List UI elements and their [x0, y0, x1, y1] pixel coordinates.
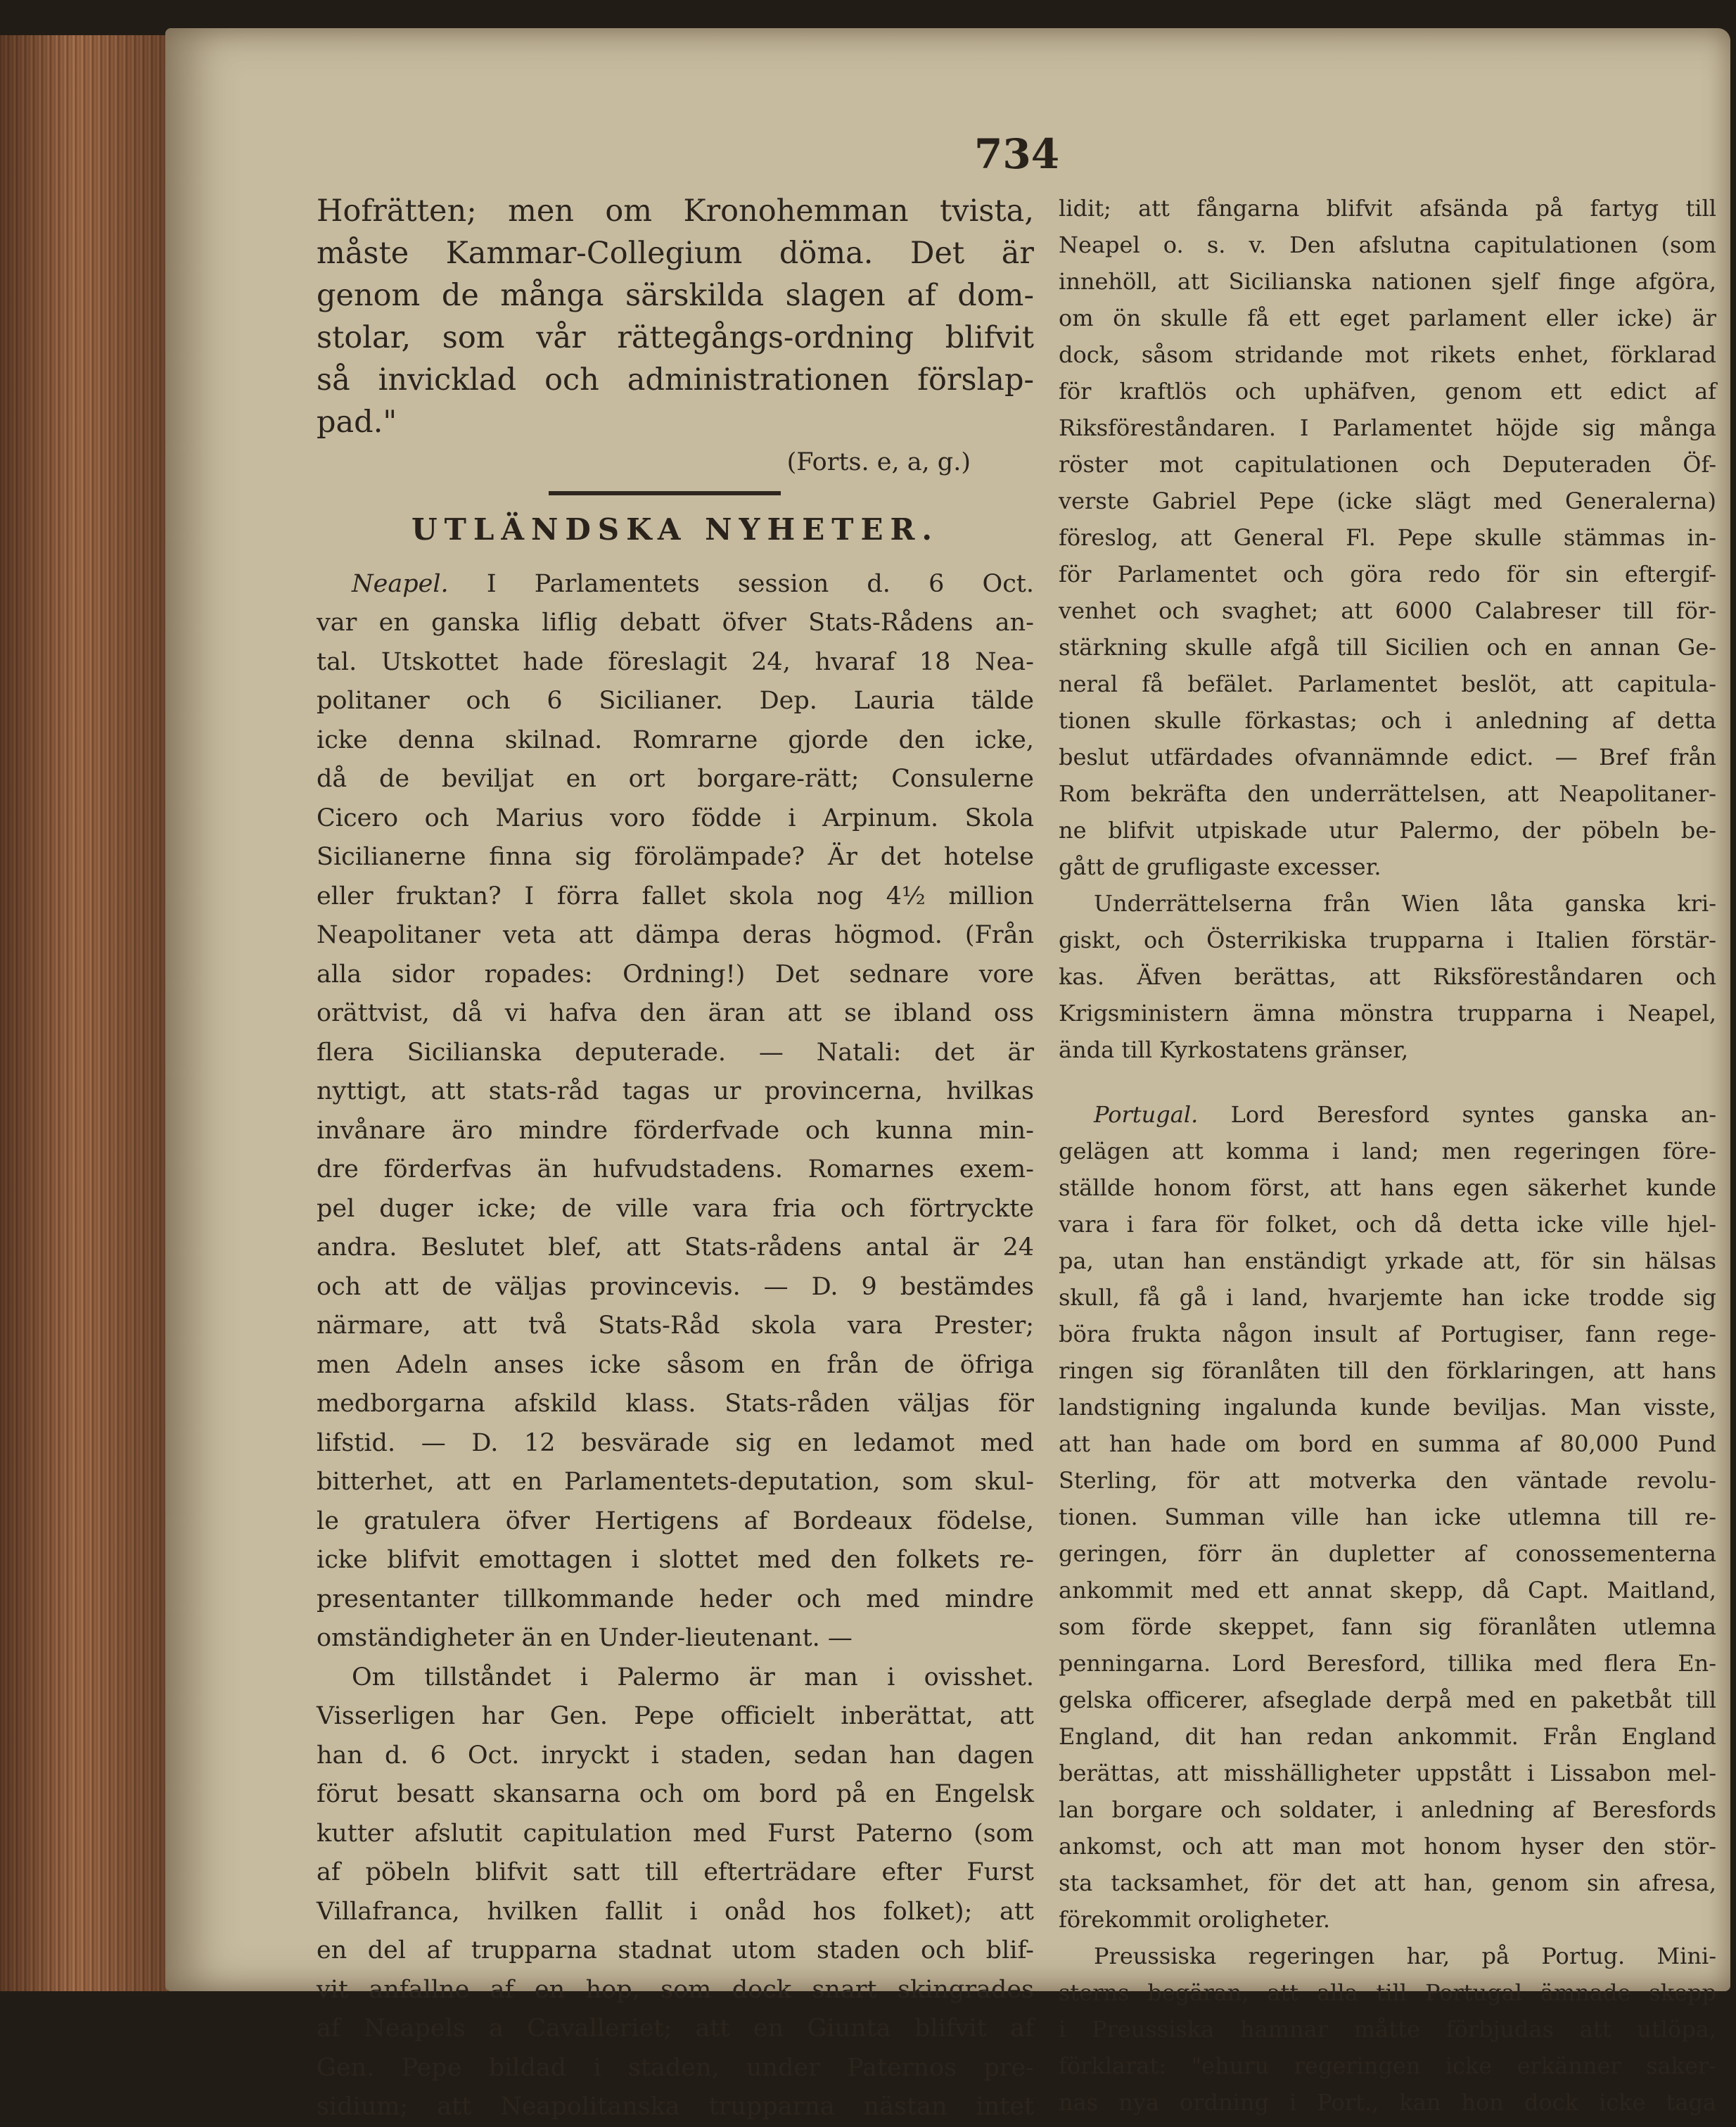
text-line: stärkning skulle afgå till Sicilien och en annan Ge-	[1059, 634, 1716, 661]
text-line: af pöbeln blifvit satt till efterträdare efter Furst	[317, 1858, 1034, 1886]
text-line: orättvist, då vi hafva den äran att se ibland oss	[317, 999, 1034, 1027]
text-line: medborgarna afskild klass. Stats-råden väljas för	[317, 1390, 1034, 1418]
text-line: nas nya ordning i Port., kan hon dock icke taga	[1059, 2089, 1716, 2116]
text-line: och att de väljas provincevis. — D. 9 bestämdes	[317, 1272, 1034, 1301]
text-line: sterns begäran, att alla till Portugal ämnade skepp	[1059, 1979, 1716, 2006]
text-line: förklarat: "ehuru regeringen icke erkänner saker-	[1059, 2052, 1716, 2079]
text-line: pel duger icke; de ville vara fria och förtryckte	[317, 1194, 1034, 1223]
text-line: gelska officerer, afseglade derpå med en paketbåt till	[1059, 1687, 1716, 1713]
book-page-edges	[0, 35, 190, 1991]
text-line: genom de många särskilda slagen af dom-	[317, 278, 1034, 313]
wien-paragraph	[1059, 885, 1716, 1068]
text-line: icke denna skilnad. Romrarne gjorde den icke,	[317, 725, 1034, 754]
text-line: gelägen att komma i land; men regeringen före-	[1059, 1138, 1716, 1164]
text-line: förut besatt skansarna och om bord på en Engelsk	[317, 1780, 1034, 1808]
place-name-neapel: Neapel.	[352, 569, 449, 598]
text-line: Krigsministern ämna mönstra trupparna i Neapel,	[1059, 1000, 1716, 1027]
text-line: Hofrätten; men om Kronohemman tvista,	[317, 193, 1034, 229]
text-line: Sterling, för att motverka den väntade revolu-	[1059, 1467, 1716, 1494]
left-column	[317, 190, 1034, 2127]
section-heading: UTLÄNDSKA NYHETER.	[411, 512, 939, 547]
text-line: böra frukta någon insult af Portugiser, fann rege-	[1059, 1321, 1716, 1347]
palermo-continuation-paragraph	[1059, 190, 1716, 885]
neapel-paragraph	[317, 604, 1034, 1658]
text-line: han d. 6 Oct. inryckt i staden, sedan han dagen	[317, 1741, 1034, 1770]
text-line: sta tacksamhet, för det att han, genom sin afresa,	[1059, 1869, 1716, 1896]
text-line: kas. Äfven berättas, att Riksföreståndaren och	[1059, 963, 1716, 990]
place-name-portugal: Portugal.	[1094, 1101, 1199, 1128]
text-line: bitterhet, att en Parlamentets-deputation, som skul-	[317, 1468, 1034, 1496]
text-line: af Neapels a Cavalleriet; att en Giunta blifvit af	[317, 2014, 1034, 2043]
text-line: en del af trupparna stadnat utom staden och blif-	[317, 1936, 1034, 1964]
text-line: Preussiska regeringen har, på Portug. Mini-	[1094, 1943, 1716, 1969]
text-line: stolar, som vår rättegångs-ordning blifvit	[317, 320, 1034, 355]
text-line: så invicklad och administrationen förslap-	[317, 362, 1034, 398]
text-line: ända till Kyrkostatens gränser,	[1059, 1036, 1409, 1063]
text-line: Villafranca, hvilken fallit i onåd hos folket); att	[317, 1897, 1034, 1926]
text-line: alla sidor ropades: Ordning!) Det sednare vore	[317, 960, 1034, 989]
text-line: venhet och svaghet; att 6000 Calabreser till för-	[1059, 597, 1716, 624]
text-line: Neapel o. s. v. Den afslutna capitulationen (som	[1059, 231, 1716, 258]
text-line: Om tillståndet i Palermo är man i ovisshet.	[352, 1663, 1034, 1691]
text-line: måste Kammar-Collegium döma. Det är	[317, 236, 1034, 271]
portugal-first-line: Portugal. Lord Beresford syntes ganska an-	[1094, 1101, 1717, 1128]
text-line: då de beviljat en ort borgare-rätt; Consulerne	[317, 765, 1034, 793]
text-line: Cicero och Marius voro födde i Arpinum. Skola	[317, 804, 1034, 832]
text-line: tionen skulle förkastas; och i anledning af detta	[1059, 707, 1716, 734]
text-line: nyttigt, att stats-råd tagas ur provincerna, hvilkas	[317, 1077, 1034, 1105]
text-line: föreslog, att General Fl. Pepe skulle stämmas in-	[1059, 524, 1716, 551]
text-line: presentanter tillkommande heder och med mindre	[317, 1585, 1034, 1613]
text-line: om ön skulle få ett eget parlament eller icke) är	[1059, 305, 1716, 331]
text-line: pa, utan han enständigt yrkade att, för sin hälsas	[1059, 1247, 1716, 1274]
text-line: Gen. Pepe bildad i staden, under Paternos pre-	[317, 2053, 1034, 2082]
portugal-paragraph	[1059, 1133, 1716, 1938]
text-line: men Adeln anses icke såsom en från de öfriga	[317, 1350, 1034, 1379]
text-line: omständigheter än en Under-lieutenant. —	[317, 1624, 853, 1652]
section-divider	[549, 491, 781, 495]
text-line: i Preussiska hamnar måtte förbjudas att utlöpa,	[1059, 2016, 1716, 2043]
text-line: gått de grufligaste excesser.	[1059, 853, 1381, 880]
text-line: skull, få gå i land, hvarjemte han icke trodde sig	[1059, 1284, 1716, 1311]
continuation-note: (Forts. e, a, g.)	[786, 448, 971, 476]
text-line: närmare, att två Stats-Råd skola vara Prester;	[317, 1312, 1034, 1340]
text-line: lidit; att fångarna blifvit afsända på fartyg till	[1059, 195, 1716, 222]
text-line: politaner och 6 Sicilianer. Dep. Lauria tälde	[317, 687, 1034, 715]
text-line: lan borgare och soldater, i anledning af Beresfords	[1059, 1796, 1716, 1823]
neapel-first-line: Neapel. I Parlamentets session d. 6 Oct.	[352, 569, 1034, 598]
text-line: eller fruktan? I förra fallet skola nog 4½ million	[317, 882, 1034, 910]
text-line: var en ganska liflig debatt öfver Stats-Rådens an-	[317, 609, 1034, 637]
text-line: ankomst, och att man mot honom hyser den stör-	[1059, 1833, 1716, 1860]
text-line: le gratulera öfver Hertigens af Bordeaux födelse,	[317, 1506, 1034, 1535]
text-line: för kraftlös och uphäfven, genom ett edict af	[1059, 378, 1716, 405]
page-number: 734	[974, 130, 1060, 178]
text-line: England, dit han redan ankommit. Från England	[1059, 1723, 1716, 1750]
text-line: dre förderfvas än hufvudstadens. Romarnes exem-	[317, 1155, 1034, 1183]
text-line: andra. Beslutet blef, att Stats-rådens antal är 24	[317, 1233, 1034, 1262]
text-line: giskt, och Österrikiska trupparna i Italien förstär-	[1059, 927, 1716, 953]
text-line: Underrättelserna från Wien låta ganska kri-	[1094, 890, 1716, 917]
text-line: penningarna. Lord Beresford, tillika med flera En-	[1059, 1650, 1716, 1677]
text-line: vara i fara för folket, och då detta icke ville hjel-	[1059, 1211, 1716, 1238]
text-line: dock, såsom stridande mot rikets enhet, förklarad	[1059, 341, 1716, 368]
text-line: lifstid. — D. 12 besvärade sig en ledamot med	[317, 1428, 1034, 1457]
text-line: ne blifvit utpiskade utur Palermo, der pöbeln be-	[1059, 817, 1716, 844]
text-line: flera Sicilianska deputerade. — Natali: det är	[317, 1038, 1034, 1067]
article-ending	[317, 190, 1034, 443]
text-line: geringen, förr än dupletter af conossementerna	[1059, 1540, 1716, 1567]
text-line: ringen sig föranlåten till den förklaringen, att hans	[1059, 1357, 1716, 1384]
text-line: tionen. Summan ville han icke utlemna till re-	[1059, 1504, 1716, 1530]
text-line: verste Gabriel Pepe (icke slägt med Generalerna)	[1059, 488, 1716, 514]
text-line: Visserligen har Gen. Pepe officielt inberättat, att	[317, 1702, 1034, 1730]
text-line: Neapolitaner veta att dämpa deras högmod. (Från	[317, 921, 1034, 949]
text-line: beslut utfärdades ofvannämnde edict. — Bref från	[1059, 744, 1716, 770]
text-line: Rom bekräfta den underrättelsen, att Neapolitaner-	[1059, 780, 1716, 807]
text-line: Sicilianerne finna sig förolämpade? Är det hotelse	[317, 843, 1034, 871]
right-column	[1059, 190, 1716, 2121]
text-line: pad."	[317, 405, 397, 440]
palermo-paragraph	[317, 1658, 1034, 2127]
text-line: sidium; att Neapolitanska trupparna nästan intet	[317, 2093, 1034, 2121]
text-line: invånare äro mindre förderfvade och kunna min-	[317, 1116, 1034, 1145]
text-line: ställde honom först, att hans egen säkerhet kunde	[1059, 1174, 1716, 1201]
text-line: Riksföreståndaren. I Parlamentet höjde sig många	[1059, 414, 1716, 441]
text-line: landstigning ingalunda kunde beviljas. Man visste,	[1059, 1394, 1716, 1421]
text-line: neral få befälet. Parlamentet beslöt, att capitula-	[1059, 671, 1716, 697]
text-line: kutter afslutit capitulation med Furst Paterno (som	[317, 1819, 1034, 1848]
text-line: som förde skeppet, fann sig föranlåten utlemna	[1059, 1613, 1716, 1640]
text-line: förekommit oroligheter.	[1059, 1906, 1331, 1933]
text-line: ankommit med ett annat skepp, då Capt. Maitland,	[1059, 1577, 1716, 1604]
text-line: vit anfallne af en hop, som dock snart skingrades	[317, 1975, 1034, 2004]
text-line: för Parlamentet och göra redo för sin eftergif-	[1059, 561, 1716, 588]
text-line: innehöll, att Sicilianska nationen sjelf finge afgöra,	[1059, 268, 1716, 295]
text-line: tal. Utskottet hade föreslagit 24, hvaraf 18 Nea-	[317, 647, 1034, 676]
text-line: icke blifvit emottagen i slottet med den folkets re-	[317, 1546, 1034, 1574]
text-line: röster mot capitulationen och Deputeraden Öf-	[1059, 451, 1716, 478]
text-line: berättas, att misshälligheter uppstått i Lissabon mel-	[1059, 1760, 1716, 1786]
text-line: att han hade om bord en summa af 80,000 Pund	[1059, 1430, 1716, 1457]
preussen-paragraph	[1059, 1938, 1716, 2121]
